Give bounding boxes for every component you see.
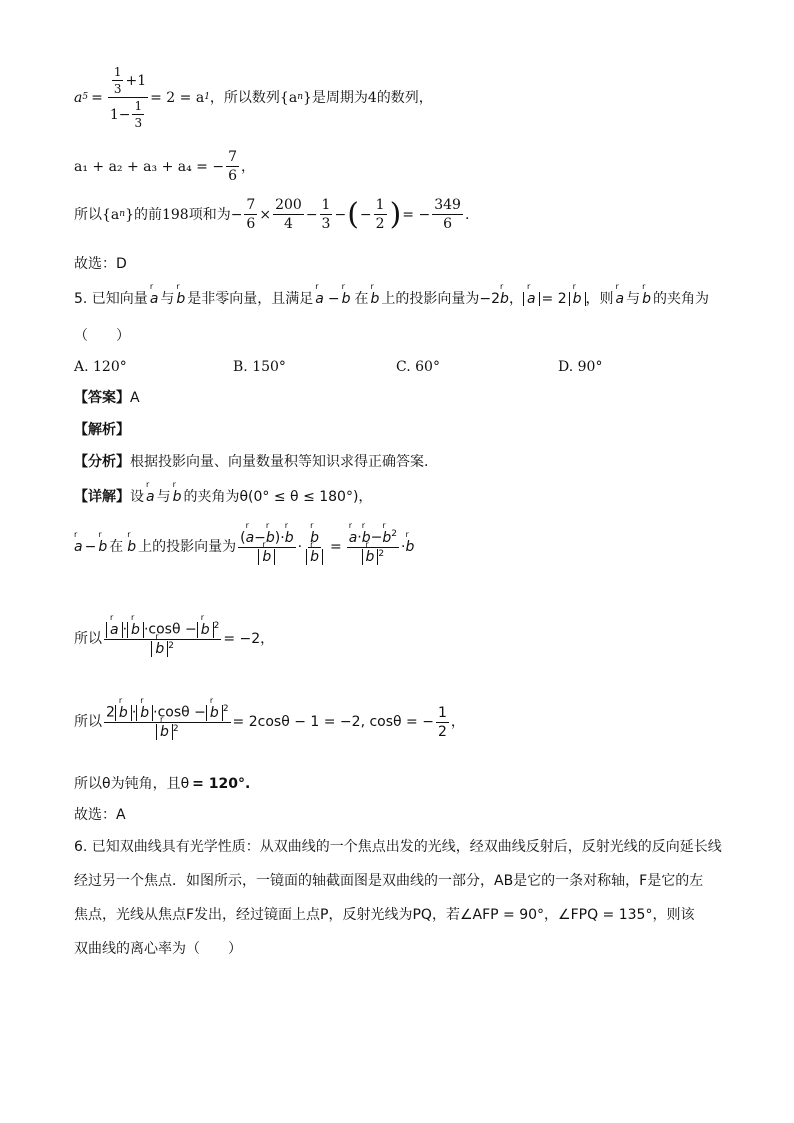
- q5-blank: （ ）: [74, 328, 130, 344]
- obtuse-line: [74, 777, 250, 791]
- step1-line: [74, 622, 274, 656]
- proj-fraction-2: r a·r b−r $b^2$ r b $^2$: [347, 530, 399, 564]
- inner-den-top: 1: [134, 99, 143, 113]
- q6-line-3: 焦点，光线从焦点F发出，经过镜面上点P，反射光线为PQ，若∠AFP = 90°，∠FPQ = 135°，则该: [74, 907, 695, 923]
- analysis-tag: 【解析】: [74, 422, 130, 438]
- a5-fraction: [108, 66, 148, 129]
- conclusion-sub: n: [297, 92, 303, 102]
- a5-subscript: 5: [82, 92, 89, 102]
- choice-d: 故选：D: [74, 256, 127, 272]
- times-sign: ×: [259, 206, 272, 223]
- equals-two: = 2 = a: [150, 89, 205, 106]
- a5-symbol: a: [74, 89, 83, 106]
- t-f2-den: 4: [283, 216, 293, 232]
- total-mid: }的前198项和为−: [125, 206, 243, 223]
- t-f2-num: 200: [275, 197, 302, 213]
- plus-one: +1: [125, 72, 147, 89]
- xiangjie-b: 与: [156, 489, 171, 505]
- minus-sign: −: [305, 206, 318, 223]
- t-f5-den: 6: [443, 216, 453, 232]
- t-f1-num: 7: [246, 197, 256, 213]
- t-f3-den: 3: [321, 216, 331, 232]
- sum-198-terms: 所以{a n }的前198项和为− $\frac{7}{6}$ × $\frac{200}{4}$ − $\frac{1}{3}$ − ( − $\frac{1}{2}$ ) = − $\frac{349}{6}$ .: [74, 196, 470, 232]
- t-f4-prefix: −: [359, 206, 372, 223]
- step2-prefix: 所以: [74, 714, 102, 731]
- obtuse-b: = 120°.: [192, 776, 251, 792]
- q5-stem-g: = 2: [541, 291, 567, 307]
- xiangjie-line: 【详解】 设 r a 与 r b 的夹角为θ(0° ≤ θ ≤ 180°)，: [74, 490, 372, 504]
- q6-line-4: 双曲线的离心率为（ ）: [74, 941, 242, 957]
- answer-value: A: [130, 390, 140, 406]
- step1-prefix: 所以: [74, 631, 102, 648]
- option-b: B. 150°: [233, 359, 286, 375]
- a1-subscript: 1: [204, 92, 210, 102]
- inner-num-top: 1: [113, 65, 122, 79]
- step2-tail: = 2cosθ − 1 = −2, cosθ = −: [232, 714, 434, 731]
- step2-fn: 1: [437, 704, 447, 721]
- sum-num: 7: [228, 149, 238, 165]
- q5-stem: 5. 已知向量 r a 与 r b 是非零向量，且满足 r a − r b 在 r b 上的投影向量为−2 r b ， r a = 2 r b ，则 r a 与 r b 的夹角为: [74, 292, 709, 306]
- option-d: D. 90°: [558, 359, 603, 375]
- option-c: C. 60°: [396, 359, 440, 375]
- xiangjie-a: 设: [130, 489, 144, 505]
- step2-fraction: 2r b ·r b ·cosθ −r b $^2$ r b $^2$: [104, 705, 231, 739]
- conclusion-tail: }是周期为4的数列，: [302, 89, 433, 106]
- minus-sign-2: −: [334, 206, 347, 223]
- inner-num-bottom: 3: [113, 82, 122, 96]
- step1-fraction: r a ·r b ·cosθ −r b $^2$ r b $^2$: [104, 622, 221, 656]
- q5-stem-h: ，则: [585, 291, 614, 307]
- sum-tail: ，: [241, 158, 256, 175]
- sum-four-terms: [74, 150, 255, 183]
- t-f4-den: 2: [375, 216, 385, 232]
- t-f3-num: 1: [321, 197, 331, 213]
- q6-line-2: 经过另一个焦点．如图所示，一镜面的轴截面图是双曲线的一部分，AB是它的一条对称轴，F是它的左: [74, 873, 704, 889]
- sum-expression: a₁ + a₂ + a₃ + a₄ = −: [74, 158, 225, 175]
- q5-stem-d: 在: [354, 291, 369, 307]
- total-prefix: 所以{a: [74, 206, 120, 223]
- fenxi-text: 根据投影向量、向量数量积等知识求得正确答案.: [130, 454, 429, 470]
- t-f5-num: 349: [434, 197, 461, 213]
- step1-num: ·cosθ −: [143, 621, 197, 638]
- q5-options: [74, 360, 714, 376]
- q6-line-1: 6. 已知双曲线具有光学性质：从双曲线的一个焦点出发的光线，经双曲线反射后，反射光线的反向延长线: [74, 839, 722, 855]
- proj-b: 上的投影向量为: [138, 539, 237, 556]
- step2-lead: 2: [106, 704, 115, 721]
- t-equals: = −: [402, 206, 431, 223]
- answer-tag: 【答案】: [74, 390, 130, 406]
- den-left: 1−: [109, 106, 131, 123]
- step2-num: ·cosθ −: [153, 704, 206, 721]
- step2-fd: 2: [437, 723, 447, 740]
- xiangjie-tag: 【详解】: [74, 489, 130, 505]
- q5-stem-b: 与: [160, 291, 175, 307]
- q5-stem-a: 5. 已知向量: [74, 291, 148, 307]
- xiangjie-c: 的夹角为θ(0° ≤ θ ≤ 180°)，: [183, 489, 373, 505]
- q5-stem-i: 与: [626, 291, 641, 307]
- q5-stem-c: 是非零向量，且满足: [187, 291, 314, 307]
- obtuse-a: 所以θ为钝角，且θ: [74, 776, 190, 792]
- step2-end: ，: [450, 714, 465, 731]
- step1-tail: = −2，: [223, 631, 275, 648]
- a5-formula: a 5 = $\frac{1}{3}$ +1 1− $\frac{1}{3}$ = 2 = a 1 ，所以数列{a n }是周期为4的数列，: [74, 65, 433, 130]
- conclusion-text: ，所以数列{a: [209, 89, 298, 106]
- t-f1-den: 6: [246, 216, 256, 232]
- t-end: .: [464, 206, 470, 223]
- choice-a: 故选：A: [74, 807, 126, 823]
- step2-line: [74, 705, 465, 739]
- option-a: A. 120°: [74, 359, 127, 375]
- proj-a: 在: [109, 539, 124, 556]
- q5-stem-j: 的夹角为: [653, 291, 709, 307]
- inner-den-bottom: 3: [134, 116, 143, 130]
- t-f4-num: 1: [375, 197, 385, 213]
- q5-stem-e: 上的投影向量为−2: [381, 291, 501, 307]
- proj-fraction-1: (r a−r b)·r b r b: [238, 531, 296, 564]
- sum-den: 6: [228, 168, 238, 184]
- projection-line: r a − r b 在 r b 上的投影向量为 (r a−r b)·r b r b · r b r b = r a·r b−r $b^2$ r b $^2$ · r b: [74, 530, 414, 564]
- q5-stem-f: ，: [508, 291, 523, 307]
- fenxi-tag: 【分析】: [74, 454, 130, 470]
- total-sub: n: [119, 209, 126, 219]
- fenxi-line: [74, 455, 428, 469]
- answer-line: [74, 391, 140, 405]
